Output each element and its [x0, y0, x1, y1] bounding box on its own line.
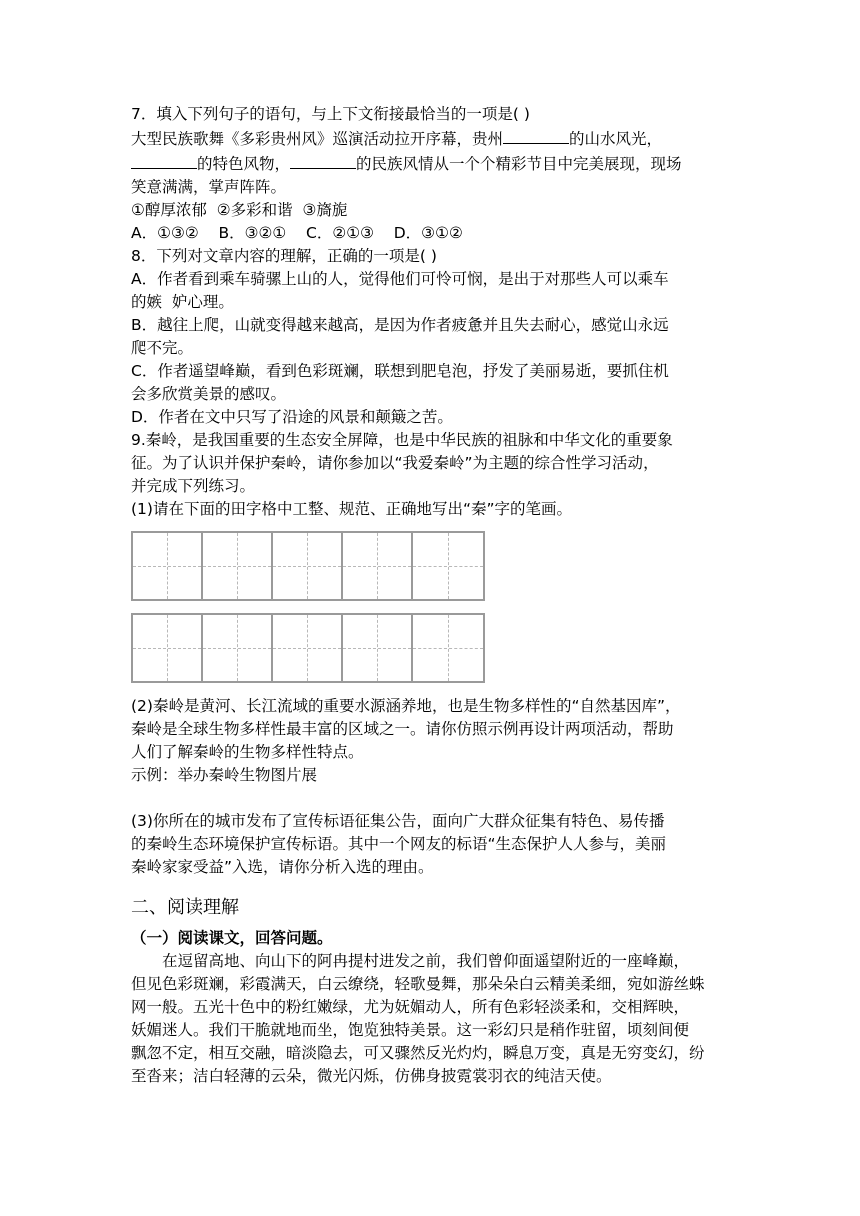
q7-word-choices: ①醇厚浓郁 ②多彩和谐 ③旖旎	[131, 201, 348, 219]
q9-part-2-line-3: 人们了解秦岭的生物多样性特点。	[131, 743, 364, 761]
reading-line-6: 至沓来；洁白轻薄的云朵，微光闪烁，仿佛身披霓裳羽衣的纯洁天使。	[131, 1067, 612, 1085]
q8-option-a-2: 的嫉 妒心理。	[131, 293, 234, 311]
q9-intro-1: 9.秦岭，是我国重要的生态安全屏障，也是中华民族的祖脉和中华文化的重要象	[131, 431, 673, 449]
reading-line-2: 但见色彩斑斓，彩霞满天，白云缭绕，轻歌曼舞，那朵朵白云精美柔细，宛如游丝蛛	[131, 975, 705, 993]
tianzige-cell[interactable]	[203, 615, 273, 681]
q7-text-1b: 的山水风光，	[569, 130, 663, 148]
tianzige-grid	[131, 531, 729, 683]
q9-example: 示例：举办秦岭生物图片展	[131, 766, 318, 784]
tianzige-cell[interactable]	[133, 533, 203, 599]
tianzige-cell[interactable]	[273, 615, 343, 681]
q8-stem: 8．下列对文章内容的理解，正确的一项是( )	[131, 247, 437, 265]
q8-option-d: D．作者在文中只写了沿途的风景和颠簸之苦。	[131, 408, 453, 426]
q7-blank-1[interactable]	[503, 126, 569, 144]
reading-line-5: 飘忽不定，相互交融，暗淡隐去，可又骤然反光灼灼，瞬息万变，真是无穷变幻，纷	[131, 1044, 705, 1062]
q9-intro-2: 征。为了认识并保护秦岭，请你参加以“我爱秦岭”为主题的综合性学习活动，	[131, 454, 659, 472]
q9-part-2-line-2: 秦岭是全球生物多样性最丰富的区域之一。请你仿照示例再设计两项活动，帮助	[131, 720, 674, 738]
q7-sentence-line-1	[131, 126, 729, 151]
q9-part-3-line-3: 秦岭家家受益”入选，请你分析入选的理由。	[131, 858, 434, 876]
q7-blank-3[interactable]	[290, 151, 356, 169]
tianzige-row-2	[131, 613, 485, 683]
answer-space[interactable]	[131, 787, 729, 810]
q9-part-3-line-2: 的秦岭生态环境保护宣传标语。其中一个网友的标语“生态保护人人参与，美丽	[131, 835, 667, 853]
section-2-title: 二、阅读理解	[131, 897, 239, 918]
tianzige-cell[interactable]	[413, 533, 483, 599]
q9-part-2-line-1: (2)秦岭是黄河、长江流域的重要水源涵养地，也是生物多样性的“自然基因库”，	[131, 697, 681, 715]
tianzige-cell[interactable]	[273, 533, 343, 599]
q7-options: A．①③② B．③②① C．②①③ D．③①②	[131, 224, 463, 242]
reading-line-1: 在逗留高地、向山下的阿冉提村进发之前，我们曾仰面遥望附近的一座峰巅，	[162, 952, 690, 970]
tianzige-cell[interactable]	[413, 615, 483, 681]
tianzige-cell[interactable]	[343, 615, 413, 681]
q9-intro-3: 并完成下列练习。	[131, 477, 256, 495]
document-content	[131, 103, 729, 1088]
q7-sentence-line-3: 笑意满满，掌声阵阵。	[131, 178, 287, 196]
q9-part-1: (1)请在下面的田字格中工整、规范、正确地写出“秦”字的笔画。	[131, 500, 573, 518]
tianzige-cell[interactable]	[203, 533, 273, 599]
q7-text-2b: 的民族风情从一个个精彩节目中完美展现，现场	[356, 155, 682, 173]
q8-option-c-2: 会多欣赏美景的感叹。	[131, 385, 287, 403]
q8-option-b-1: B．越往上爬，山就变得越来越高，是因为作者疲惫并且失去耐心，感觉山永远	[131, 316, 669, 334]
q7-text-1a: 大型民族歌舞《多彩贵州风》巡演活动拉开序幕，贵州	[131, 130, 504, 148]
tianzige-row-1	[131, 531, 485, 601]
q8-option-c-1: C．作者遥望峰巅，看到色彩斑斓，联想到肥皂泡，抒发了美丽易逝，要抓住机	[131, 362, 669, 380]
q9-part-3-line-1: (3)你所在的城市发布了宣传标语征集公告，面向广大群众征集有特色、易传播	[131, 812, 665, 830]
section-2-subtitle: （一）阅读课文，回答问题。	[131, 929, 333, 947]
q7-sentence-line-2	[131, 151, 729, 176]
q8-option-a-1: A．作者看到乘车骑骡上山的人，觉得他们可怜可悯，是出于对那些人可以乘车	[131, 270, 669, 288]
q7-text-2a: 的特色风物，	[197, 155, 291, 173]
q7-stem: 7．填入下列句子的语句，与上下文衔接最恰当的一项是( )	[131, 105, 530, 123]
reading-line-3: 网一般。五光十色中的粉红嫩绿，尤为妩媚动人，所有色彩轻淡柔和，交相辉映，	[131, 998, 690, 1016]
q8-option-b-2: 爬不完。	[131, 339, 194, 357]
reading-line-4: 妖媚迷人。我们干脆就地而坐，饱览独特美景。这一彩幻只是稍作驻留，顷刻间便	[131, 1021, 690, 1039]
tianzige-cell[interactable]	[343, 533, 413, 599]
q7-blank-2[interactable]	[131, 151, 197, 169]
tianzige-cell[interactable]	[133, 615, 203, 681]
